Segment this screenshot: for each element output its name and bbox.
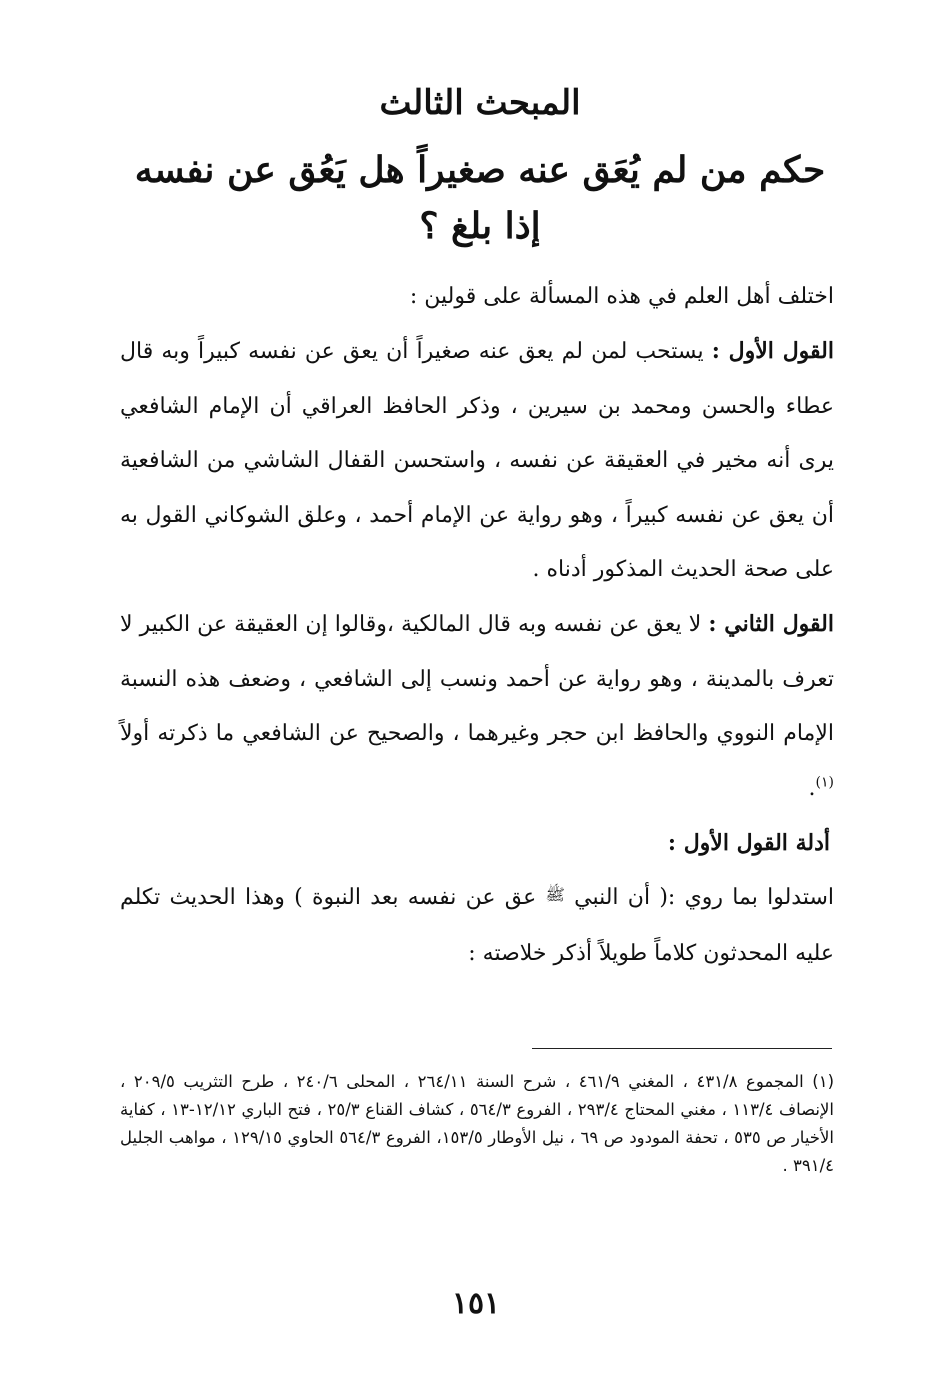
body-text <box>120 270 834 981</box>
evidence-heading-paragraph <box>120 816 834 871</box>
evidence-heading: أدلة القول الأول : <box>667 830 830 857</box>
intro-paragraph <box>120 270 834 324</box>
second-opinion-label: القول الثاني : <box>708 611 834 638</box>
first-opinion-label: القول الأول : <box>711 338 834 365</box>
first-opinion-text: يستحب لمن لم يعق عنه صغيراً أن يعق عن نفسه كبيراً وبه قال عطاء والحسن ومحمد بن سيرين ، وذكر الحافظ العراقي أن الإمام الشافعي يرى أنه مخير في العقيقة عن نفسه ، واستحسن القفال الشاشي من الشافعية أن يعق عن نفسه كبيراً ، وهو رواية عن الإمام أحمد ، وعلق الشوكاني القول به على صحة الحديث المذكور أدناه . <box>120 339 834 583</box>
footnote-1: (١) المجموع ٤٣١/٨ ، المغني ٤٦١/٩ ، شرح السنة ٢٦٤/١١ ، المحلى ٢٤٠/٦ ، طرح التثريب ٢٠٩/٥ ، الإنصاف ١١٣/٤ ، مغني المحتاج ٢٩٣/٤ ، الفروع ٥٦٤/٣ ، كشاف القناع ٢٥/٣ ، فتح الباري ١٢/١٢-١٣ ، كفاية الأخيار ص ٥٣٥ ، تحفة المودود ص ٦٩ ، نيل الأوطار ١٥٣/٥، الفروع ٥٦٤/٣ الحاوي ١٢٩/١٥ ، مواهب الجليل ٣٩١/٤ . <box>120 1072 835 1175</box>
second-opinion-paragraph <box>120 597 834 816</box>
section-title: حكم من لم يُعَق عنه صغيراً هل يَعُق عن نفسه إذا بلغ ؟ <box>134 149 826 247</box>
first-opinion-paragraph <box>120 324 834 597</box>
evidence-paragraph <box>120 871 834 981</box>
evidence-text-after: عق عن نفسه بعد النبوة ) وهذا الحديث تكلم عليه المحدثون كلاماً طويلاً أذكر خلاصته : <box>120 885 834 966</box>
page-number: ١٥١ <box>451 1286 501 1321</box>
honorific-symbol: ﷺ <box>545 885 565 905</box>
chapter-title: المبحث الثالث <box>379 83 581 123</box>
footnote-reference[interactable]: (١) <box>815 774 834 791</box>
footnotes <box>120 1068 834 1180</box>
second-opinion-end: . <box>808 775 816 801</box>
second-opinion-text: لا يعق عن نفسه وبه قال المالكية ،وقالوا إن العقيقة عن الكبير لا تعرف بالمدينة ، وهو رواية عن أحمد ونسب إلى الشافعي ، وضعف هذه النسبة الإمام النووي والحافظ ابن حجر وغيرهما ، والصحيح عن الشافعي ما ذكرته أولاً <box>120 612 834 747</box>
intro-text: اختلف أهل العلم في هذه المسألة على قولين : <box>409 284 834 309</box>
footnote-divider <box>532 1048 832 1049</box>
evidence-text-before: استدلوا بما روي :( أن النبي <box>564 885 834 911</box>
